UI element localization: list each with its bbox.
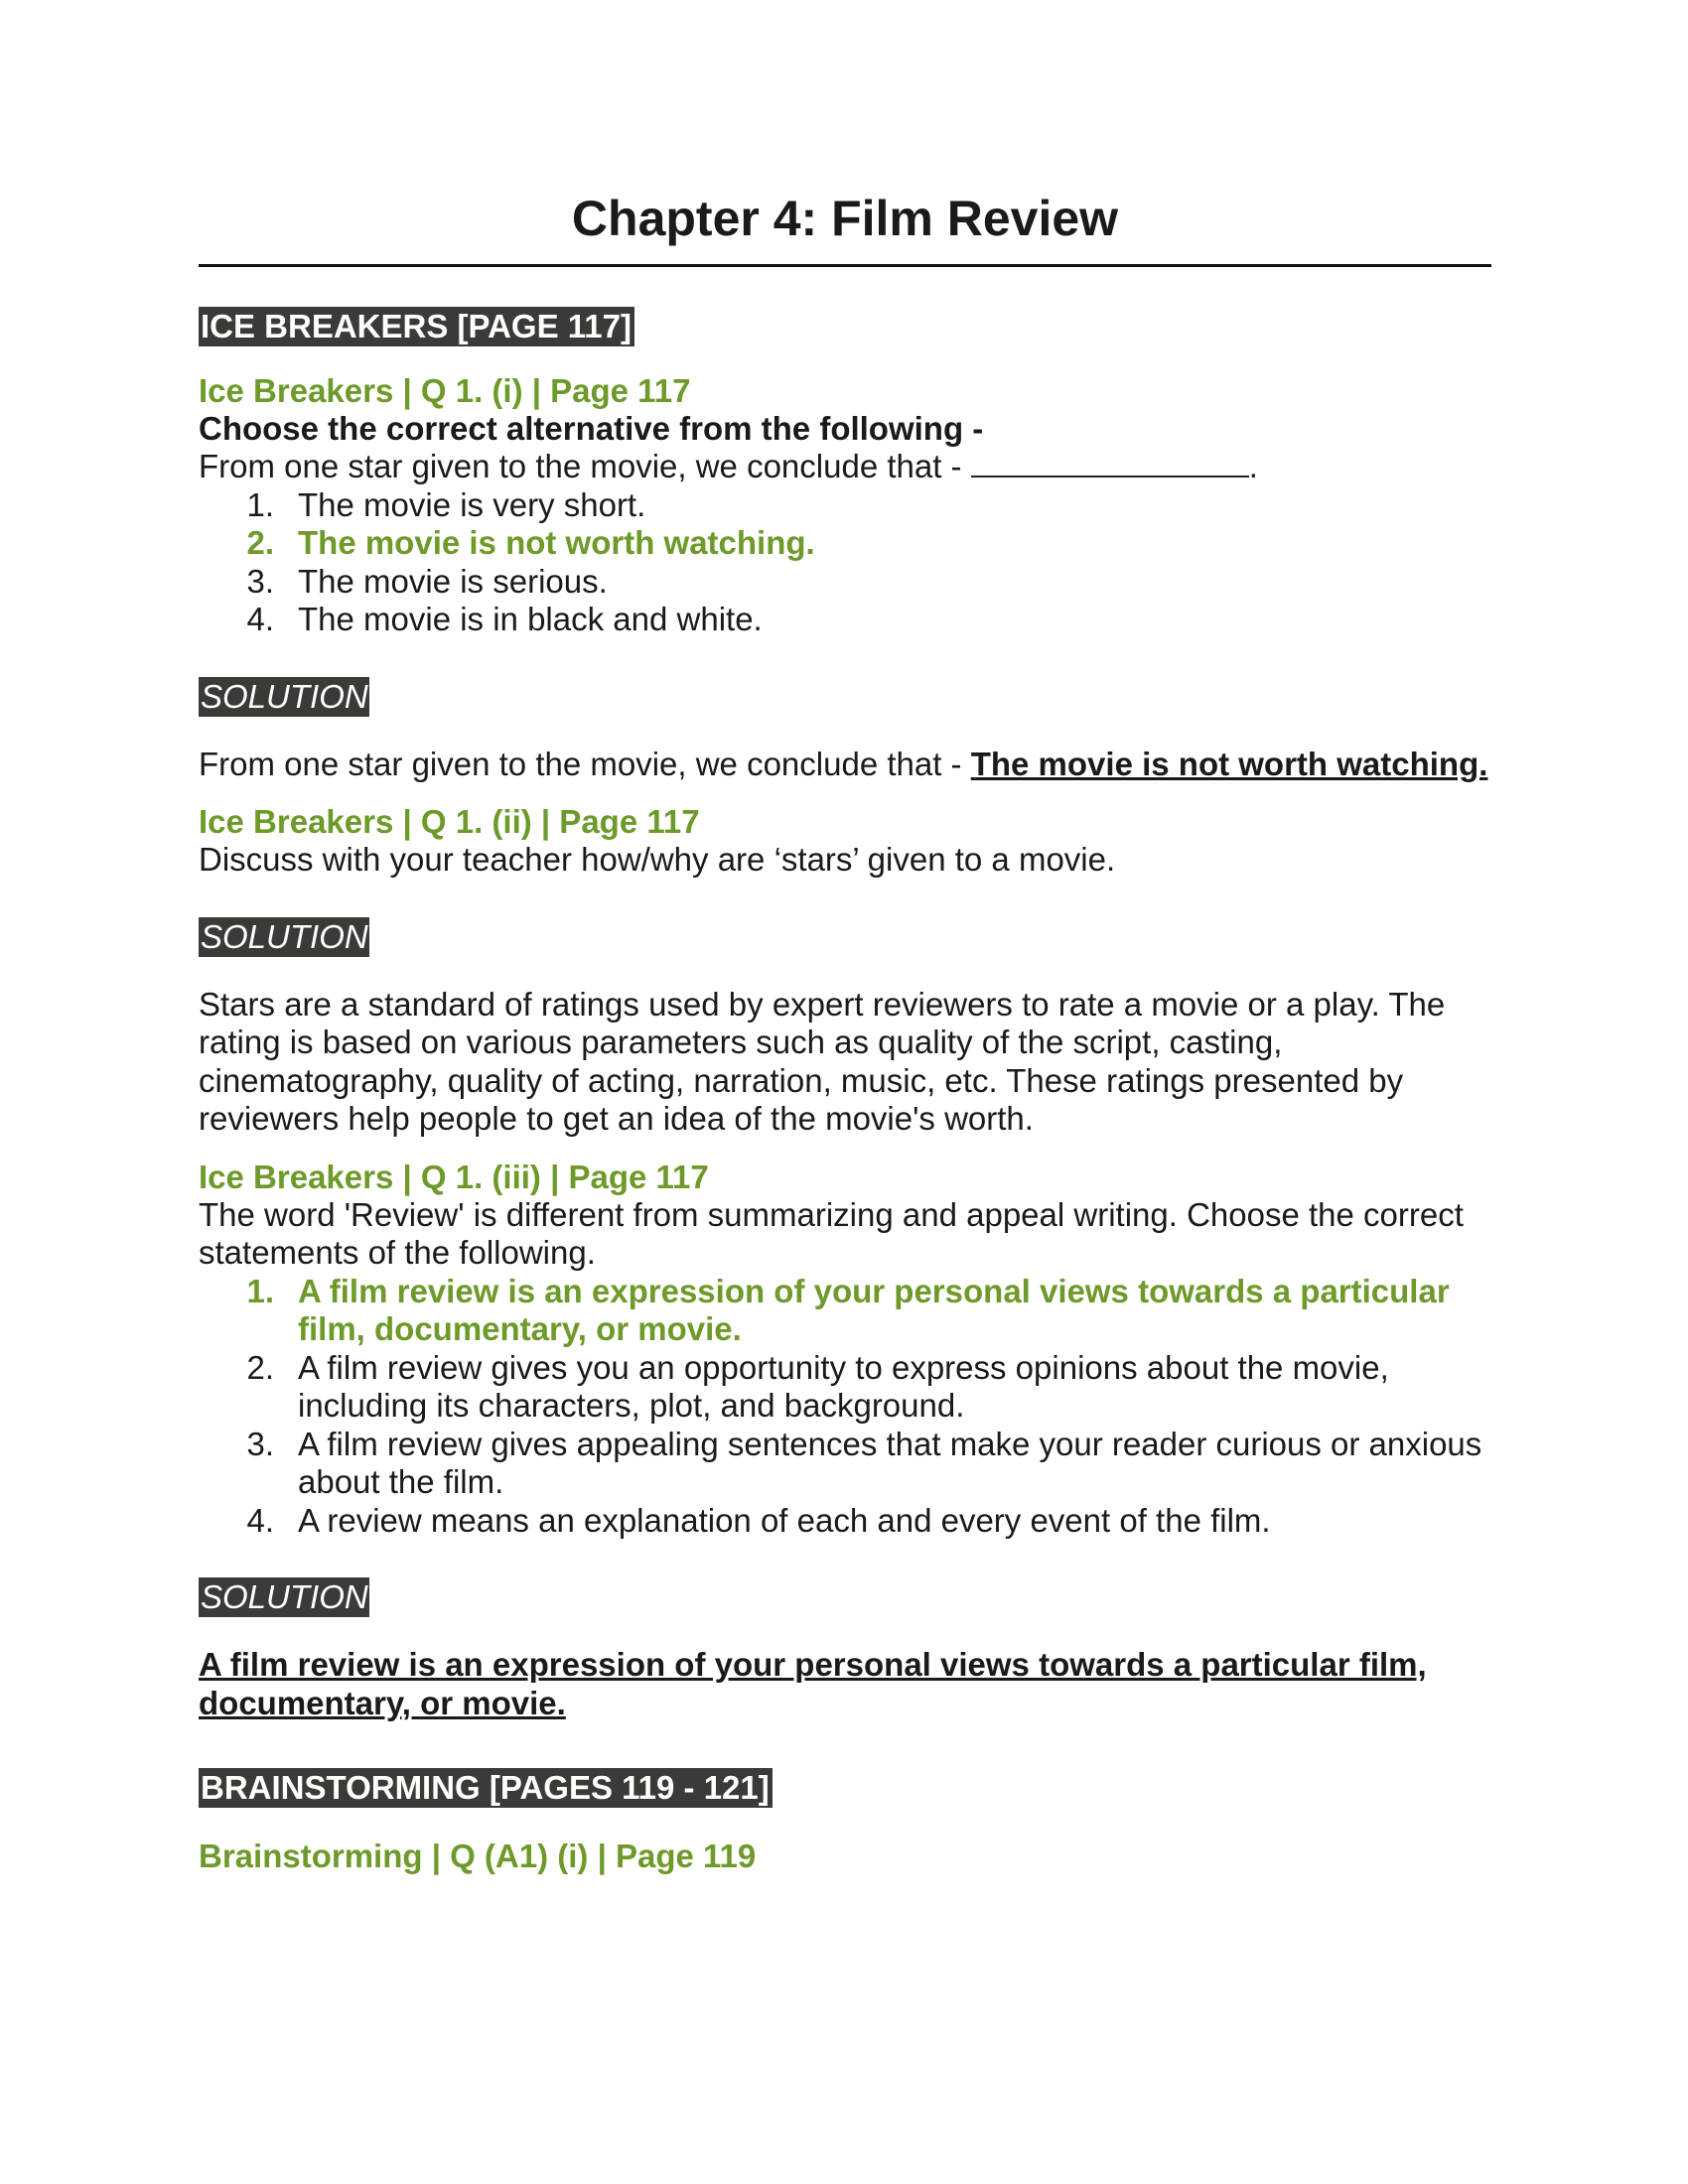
option-number: 4. — [246, 1501, 274, 1539]
solution-answer: The movie is not worth watching. — [970, 745, 1488, 782]
list-item — [199, 486, 1491, 525]
question-text-start: From one star given to the movie, we conclude that - — [199, 448, 971, 484]
option-text: A review means an explanation of each and every event of the film. — [298, 1501, 1271, 1539]
question-heading: Ice Breakers | Q 1. (iii) | Page 117 — [199, 1158, 709, 1195]
solution-text: Stars are a standard of ratings used by expert reviewers to rate a movie or a play. The rating is based on various parameters such as quality of the script, casting, cinematography, quality of acting, narration, music, etc. These ratings presented by reviewers help people to get an idea of the movie's worth. — [199, 985, 1446, 1137]
option-text: The movie is very short. — [298, 485, 646, 523]
option-number: 3. — [246, 562, 274, 600]
option-text: A film review is an expression of your personal views towards a particular film, documentary, or movie. — [298, 1272, 1450, 1347]
chapter-title: Chapter 4: Film Review — [199, 189, 1491, 267]
list-item — [199, 1426, 1491, 1502]
section-banner-brainstorming: BRAINSTORMING [PAGES 119 - 121] — [199, 1768, 773, 1808]
solution-label: SOLUTION — [201, 1578, 368, 1615]
option-number: 4. — [246, 601, 274, 637]
option-number: 2. — [246, 524, 274, 561]
question-heading: Brainstorming | Q (A1) (i) | Page 119 — [199, 1838, 757, 1874]
options-list — [199, 1273, 1491, 1541]
question-text: The word 'Review' is different from summarizing and appeal writing. Choose the correct statements of the following. — [199, 1195, 1464, 1271]
list-item-correct — [199, 524, 1491, 563]
solution-text-start: From one star given to the movie, we conclude that - — [199, 745, 971, 782]
option-text: The movie is serious. — [298, 562, 608, 600]
fill-in-blank — [971, 448, 1249, 478]
option-text: The movie is in black and white. — [298, 601, 763, 637]
question-heading: Ice Breakers | Q 1. (i) | Page 117 — [199, 372, 691, 409]
question-text — [199, 448, 1491, 486]
solution-label: SOLUTION — [201, 917, 368, 955]
question-text: Discuss with your teacher how/why are ‘stars’ given to a movie. — [199, 841, 1116, 878]
document-page — [199, 189, 1491, 1875]
option-number: 3. — [246, 1425, 274, 1462]
section-banner-ice-breakers: ICE BREAKERS [PAGE 117] — [199, 307, 634, 346]
option-text: A film review gives you an opportunity to express opinions about the movie, including its characters, plot, and background. — [298, 1348, 1389, 1424]
question-heading: Ice Breakers | Q 1. (ii) | Page 117 — [199, 803, 700, 840]
list-item — [199, 601, 1491, 639]
option-text: The movie is not worth watching. — [298, 524, 815, 561]
option-number: 2. — [246, 1348, 274, 1386]
options-list — [199, 486, 1491, 639]
solution-label: SOLUTION — [201, 677, 368, 715]
list-item — [199, 1502, 1491, 1541]
solution-text — [199, 746, 1491, 784]
option-number: 1. — [246, 1272, 274, 1309]
question-text-end: . — [1248, 448, 1258, 484]
question-instruction: Choose the correct alternative from the following - — [199, 410, 984, 447]
option-text: A film review gives appealing sentences that make your reader curious or anxious about the film. — [298, 1425, 1482, 1500]
list-item-correct — [199, 1273, 1491, 1349]
list-item — [199, 1349, 1491, 1426]
option-number: 1. — [246, 485, 274, 523]
list-item — [199, 563, 1491, 602]
solution-answer: A film review is an expression of your personal views towards a particular film, documentary, or movie. — [199, 1646, 1427, 1721]
